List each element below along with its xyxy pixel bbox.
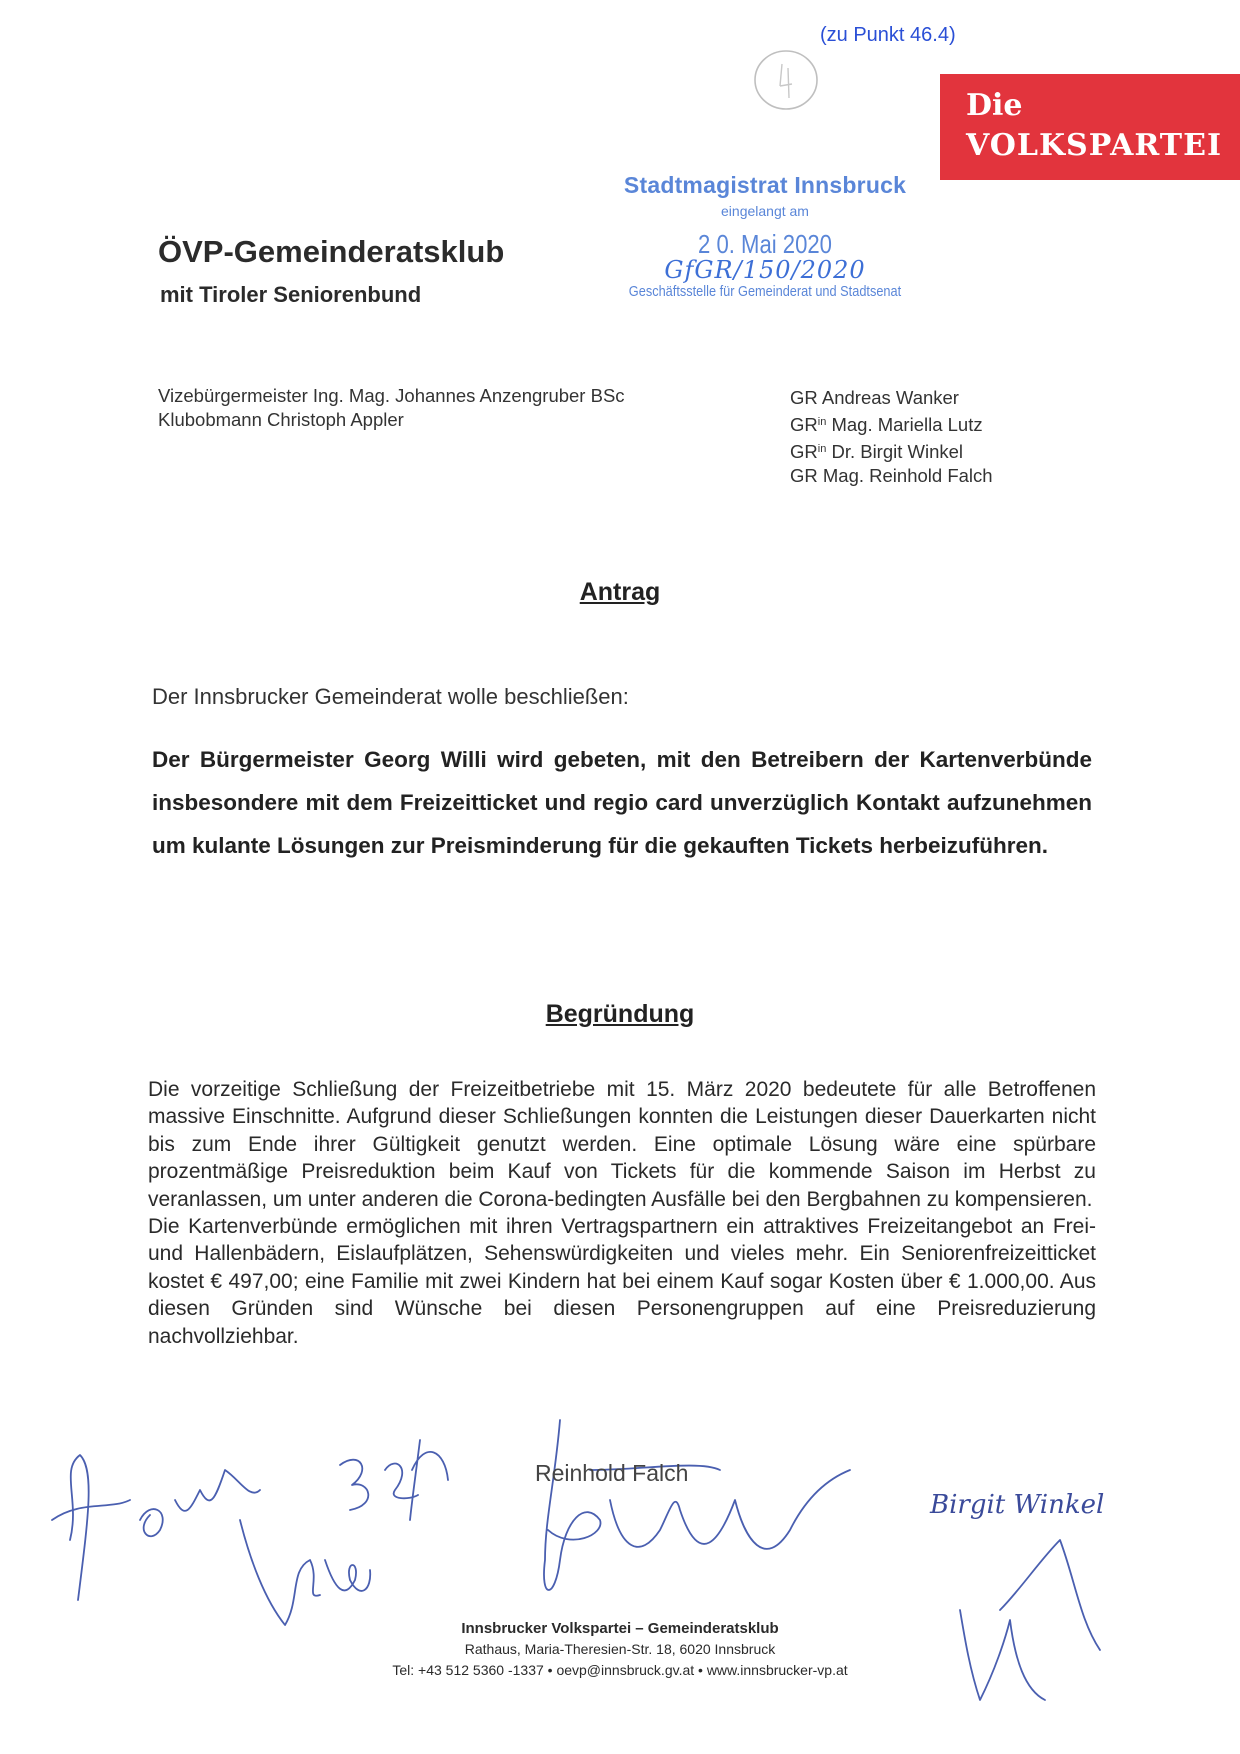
begruendung-paragraph-1: Die vorzeitige Schließung der Freizeitbetriebe mit 15. März 2020 bedeutete für alle Betroffenen massive Einschnitte. Aufgrund dieser Schließungen konnten die Leistungen dieser Dauerkarten nicht bis zum Ende ihrer Gültigkeit genutzt werden. Eine optimale Lösung wäre eine spürbare prozentmäßige Preisreduktion beim Kauf von Tickets für die kommende Saison im Herbst zu veranlassen, um unter anderen die Corona-bedingten Ausfälle bei den Bergbahnen zu kompensieren. [148, 1078, 1096, 1211]
stamp-received-label: eingelangt am [721, 203, 809, 219]
member-winkel: $GR^{in}$ Dr. Birgit Winkel [790, 441, 964, 462]
begruendung-body [148, 1076, 1096, 1350]
begruendung-paragraph-2: Die Kartenverbünde ermöglichen mit ihren Vertragspartnern ein attraktives Freizeitangebot an Frei- und Hallenbädern, Eislaufplätzen, Sehenswürdigkeiten und vieles mehr. Ein Seniorenfreizeitticket kostet € 497,00; eine Familie mit zwei Kindern hat bei einem Kauf sogar Kosten über € 1.000,00. Aus diesen Gründen sind Wünsche bei diesen Personengruppen auf eine Preisreduzierung nachvollziehbar. [148, 1215, 1096, 1348]
agenda-reference: (zu Punkt 46.4) [820, 24, 956, 46]
member-wanker: GR Andreas Wanker [790, 387, 959, 408]
stamp-file-number: GfGR/150/2020 [664, 256, 866, 284]
circled-page-mark-icon [752, 46, 820, 114]
members-right [790, 386, 993, 488]
stamp-office: Stadtmagistrat Innsbruck [623, 172, 907, 198]
member-club-chair: Klubobmann Christoph Appler [158, 409, 404, 430]
signature-3 [340, 1440, 448, 1520]
signature-falch [544, 1420, 850, 1590]
stamp-date: 2 0. Mai 2020 [698, 229, 832, 259]
signature-printed-name: Reinhold Falch [535, 1460, 689, 1486]
signature-2 [240, 1520, 370, 1625]
footer-contact: Tel: +43 512 5360 -1337 • oevp@innsbruck.gv.at • www.innsbrucker-vp.at [392, 1662, 848, 1678]
member-falch: GR Mag. Reinhold Falch [790, 465, 993, 486]
members-left [158, 384, 625, 432]
antrag-intro: Der Innsbrucker Gemeinderat wolle beschließen: [152, 684, 629, 709]
signature-winkel: Birgit Winkel [930, 1490, 1105, 1520]
footer-organization: Innsbrucker Volkspartei – Gemeinderatsklub [461, 1620, 779, 1637]
footer-address: Rathaus, Maria-Theresien-Str. 18, 6020 Innsbruck [464, 1641, 776, 1657]
antrag-motion: Der Bürgermeister Georg Willi wird gebeten, mit den Betreibern der Kartenverbünde insbesondere mit dem Freizeitticket und regio card unverzüglich Kontakt aufzunehmen um kulante Lösungen zur Preisminderung für die gekauften Tickets herbeizuführen. [152, 747, 1092, 858]
begruendung-heading: Begründung [545, 1000, 695, 1028]
received-stamp [600, 172, 930, 300]
volkspartei-logo [940, 74, 1240, 180]
club-subtitle: mit Tiroler Seniorenbund [160, 282, 422, 307]
logo-line-1: Die [966, 88, 1023, 123]
footer [0, 1618, 1240, 1681]
logo-line-2: VOLKSPARTEI [966, 128, 1222, 163]
stamp-department: Geschäftsstelle für Gemeinderat und Stadtsenat [628, 284, 902, 300]
club-title: ÖVP-Gemeinderatsklub [158, 234, 505, 269]
signature-1 [52, 1455, 260, 1600]
member-vice-mayor: Vizebürgermeister Ing. Mag. Johannes Anzengruber BSc [158, 385, 625, 406]
antrag-heading: Antrag [579, 578, 661, 606]
member-lutz: $GR^{in}$ Mag. Mariella Lutz [790, 414, 983, 435]
